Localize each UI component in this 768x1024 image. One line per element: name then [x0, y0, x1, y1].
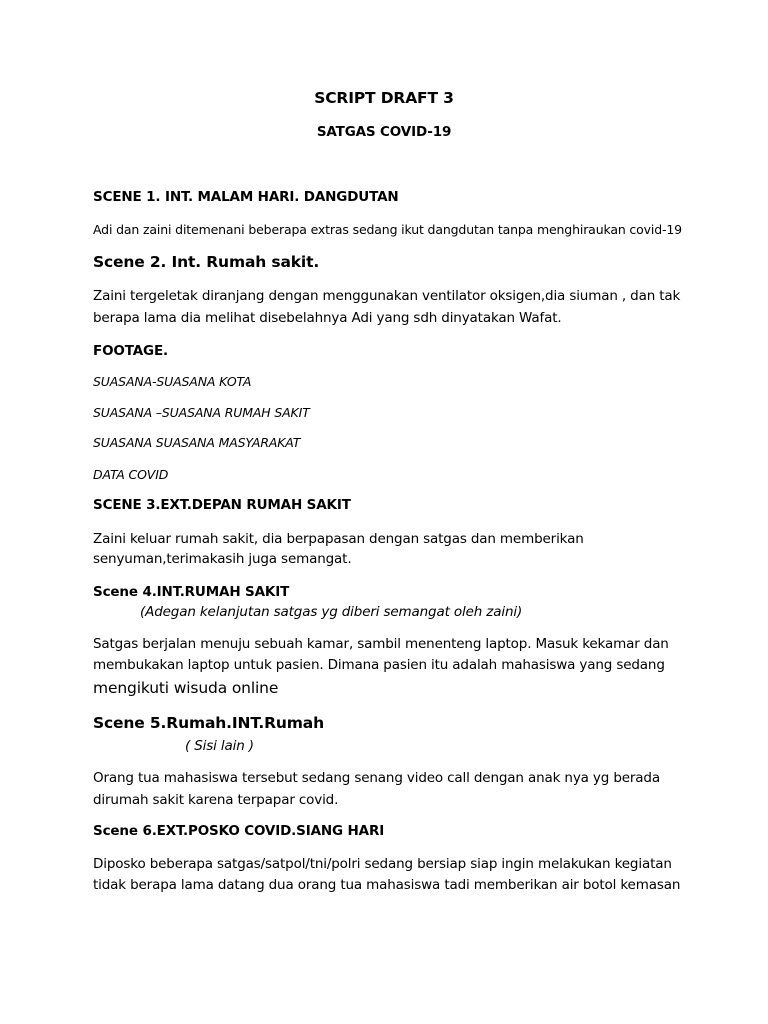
scene-6-text-line-2: tidak berapa lama datang dua orang tua mahasiswa tadi memberikan air botol kemasan: [93, 877, 681, 893]
scene-2-text-line-1: Zaini tergeletak diranjang dengan menggunakan ventilator oksigen,dia siuman , dan tak: [93, 288, 681, 304]
scene-4-heading: Scene 4.INT.RUMAH SAKIT: [93, 584, 290, 600]
document-title: SCRIPT DRAFT 3: [314, 89, 454, 107]
scene-2-text-line-2: berapa lama dia melihat disebelahnya Adi yang sdh dinyatakan Wafat.: [93, 310, 562, 326]
scene-2-heading: Scene 2. Int. Rumah sakit.: [93, 253, 320, 271]
scene-3-heading: SCENE 3.EXT.DEPAN RUMAH SAKIT: [93, 497, 351, 513]
footage-item: DATA COVID: [93, 467, 169, 482]
scene-4-note: (Adegan kelanjutan satgas yg diberi semangat oleh zaini): [140, 604, 523, 620]
footage-item: SUASANA-SUASANA KOTA: [93, 374, 252, 389]
scene-6-text-line-1: Diposko beberapa satgas/satpol/tni/polri sedang bersiap siap ingin melakukan kegiatan: [93, 856, 672, 872]
scene-5-text-line-1: Orang tua mahasiswa tersebut sedang senang video call dengan anak nya yg berada: [93, 770, 660, 786]
footage-heading: FOOTAGE.: [93, 343, 169, 359]
scene-5-text-line-2: dirumah sakit karena terpapar covid.: [93, 792, 339, 808]
document-subtitle: SATGAS COVID-19: [316, 124, 452, 140]
footage-item: SUASANA SUASANA MASYARAKAT: [93, 435, 301, 450]
scene-5-note: ( Sisi lain ): [185, 738, 254, 754]
scene-3-text-line-2: senyuman,terimakasih juga semangat.: [93, 551, 352, 567]
scene-1-text: Adi dan zaini ditemenani beberapa extras sedang ikut dangdutan tanpa menghiraukan covid-19: [93, 222, 682, 237]
scene-4-text-line-1: Satgas berjalan menuju sebuah kamar, sambil menenteng laptop. Masuk kekamar dan: [93, 636, 669, 652]
scene-4-text-line-2: membukakan laptop untuk pasien. Dimana pasien itu adalah mahasiswa yang sedang: [93, 657, 665, 673]
scene-6-heading: Scene 6.EXT.POSKO COVID.SIANG HARI: [93, 823, 385, 839]
scene-1-heading: SCENE 1. INT. MALAM HARI. DANGDUTAN: [93, 189, 399, 205]
footage-item: SUASANA –SUASANA RUMAH SAKIT: [93, 405, 310, 420]
scene-5-heading: Scene 5.Rumah.INT.Rumah: [93, 714, 324, 732]
scene-4-text-line-3: mengikuti wisuda online: [93, 679, 279, 697]
scene-3-text-line-1: Zaini keluar rumah sakit, dia berpapasan dengan satgas dan memberikan: [93, 531, 584, 547]
